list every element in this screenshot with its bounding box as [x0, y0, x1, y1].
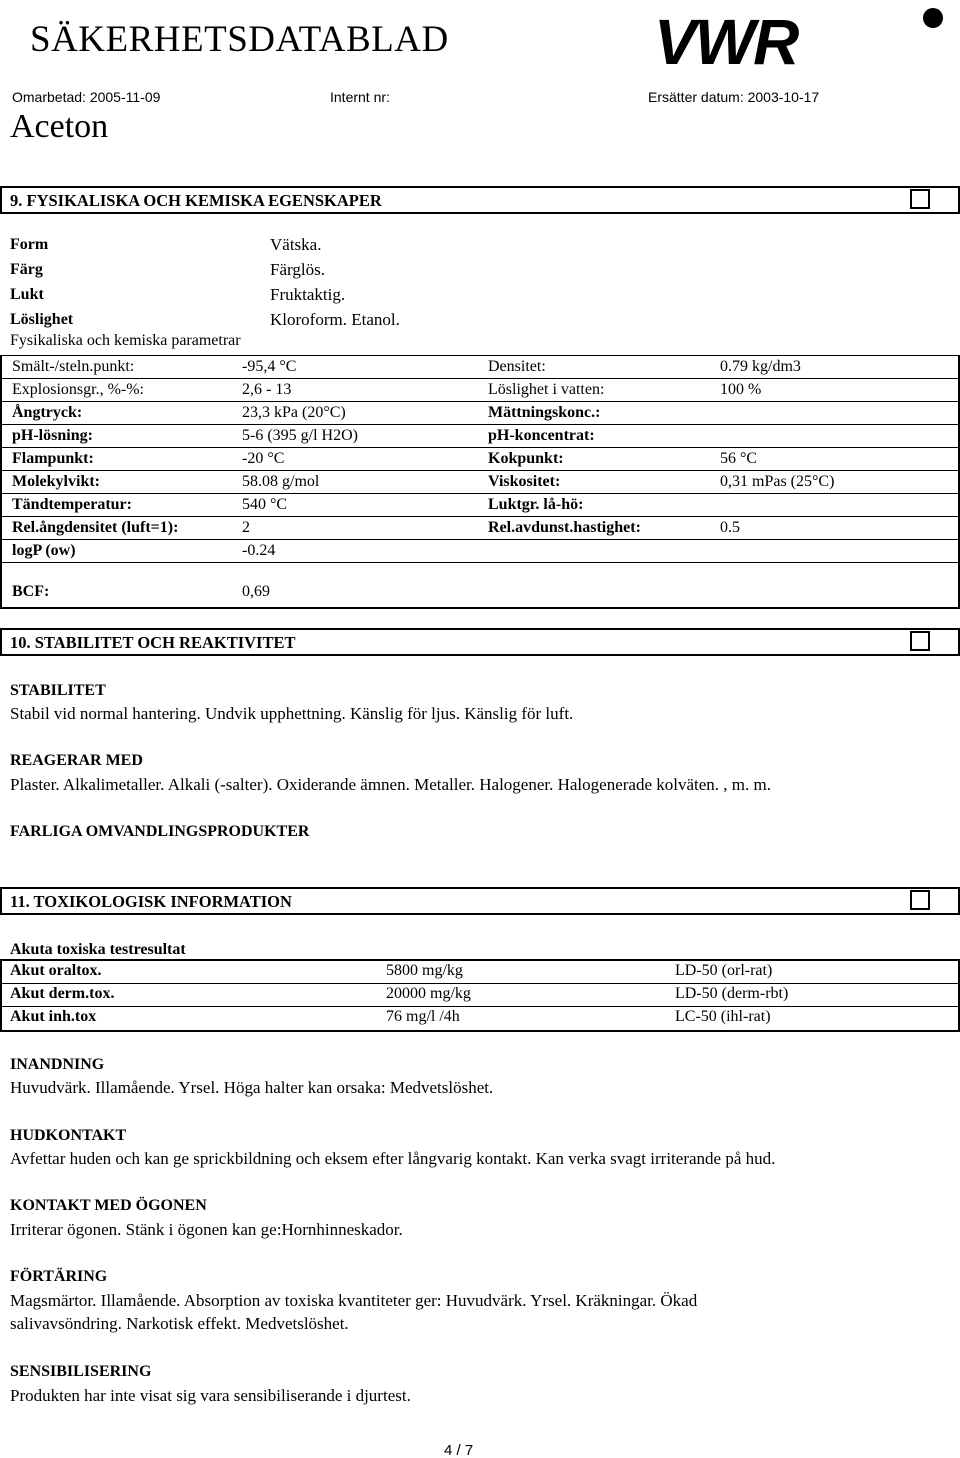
- section-9-title: 9. FYSIKALISKA OCH KEMISKA EGENSKAPER: [10, 191, 382, 210]
- table-row: [2, 961, 958, 984]
- param-label: Ångtryck:: [12, 404, 83, 421]
- page-number: 4 / 7: [444, 1442, 474, 1458]
- param-value: 23,3 kPa (20°C): [242, 404, 346, 421]
- product-name: Aceton: [10, 108, 109, 145]
- table-row: [2, 470, 958, 493]
- sensitization-text: Produkten har inte visat sig vara sensibiliserande i djurtest.: [10, 1386, 411, 1405]
- tox-route: Akut derm.tox.: [10, 985, 115, 1002]
- tox-test: LD-50 (derm-rbt): [675, 985, 789, 1002]
- prop-label: Lukt: [10, 286, 44, 303]
- param-label: Löslighet i vatten:: [488, 381, 605, 398]
- table-row: [2, 539, 958, 562]
- param-label: Smält-/steln.punkt:: [12, 358, 135, 375]
- param-label: Flampunkt:: [12, 450, 94, 467]
- internal-number: Internt nr:: [330, 89, 390, 105]
- param-value: -95,4 °C: [242, 358, 297, 375]
- vwr-logo: [650, 4, 955, 74]
- param-value: 0.79 kg/dm3: [720, 358, 801, 375]
- section-11-title: 11. TOXIKOLOGISK INFORMATION: [10, 892, 292, 911]
- table-row: [2, 493, 958, 516]
- param-value: 56 °C: [720, 450, 758, 467]
- param-label: Luktgr. lå-hö:: [488, 496, 584, 513]
- stability-heading: STABILITET: [10, 682, 106, 699]
- param-value: 58.08 g/mol: [242, 473, 320, 490]
- table-row: [2, 447, 958, 470]
- section-9-checkbox[interactable]: [910, 189, 930, 209]
- acute-toxicity-title: Akuta toxiska testresultat: [10, 941, 186, 958]
- table-row: [2, 1007, 958, 1030]
- prop-label: Form: [10, 236, 49, 253]
- reacts-with-text: Plaster. Alkalimetaller. Alkali (-salter). Oxiderande ämnen. Metaller. Halogener. Halogenerade kolväten. , m. m.: [10, 775, 771, 794]
- param-label: Explosionsgr., %-%:: [12, 381, 144, 398]
- param-label: pH-lösning:: [12, 427, 93, 444]
- prop-label: Färg: [10, 261, 43, 278]
- tox-dose: 5800 mg/kg: [386, 962, 463, 979]
- param-value: -0.24: [242, 542, 276, 559]
- skin-contact-heading: HUDKONTAKT: [10, 1127, 127, 1144]
- param-label: Mättningskonc.:: [488, 404, 601, 421]
- param-value: 100 %: [720, 381, 762, 398]
- section-10-title: 10. STABILITET OCH REAKTIVITET: [10, 633, 296, 652]
- hazardous-products-heading: FARLIGA OMVANDLINGSPRODUKTER: [10, 823, 310, 840]
- param-label: Rel.ångdensitet (luft=1):: [12, 519, 179, 536]
- tox-test: LC-50 (ihl-rat): [675, 1008, 771, 1025]
- replaces-date: Ersätter datum: 2003-10-17: [648, 89, 820, 105]
- param-value: -20 °C: [242, 450, 285, 467]
- section-11-checkbox[interactable]: [910, 890, 930, 910]
- param-label: Viskositet:: [488, 473, 561, 490]
- stability-text: Stabil vid normal hantering. Undvik upphettning. Känslig för ljus. Känslig för luft.: [10, 704, 574, 723]
- table-row: [2, 355, 958, 378]
- param-label: Rel.avdunst.hastighet:: [488, 519, 641, 536]
- param-label: BCF:: [12, 583, 50, 600]
- prop-value: Fruktaktig.: [270, 285, 346, 304]
- table-row: [2, 984, 958, 1007]
- param-label: logP (ow): [12, 542, 76, 559]
- section-9-header: [0, 186, 960, 214]
- table-row: [2, 562, 958, 607]
- tox-dose: 76 mg/l /4h: [386, 1008, 460, 1025]
- param-label: Kokpunkt:: [488, 450, 564, 467]
- ingestion-text-line1: Magsmärtor. Illamående. Absorption av toxiska kvantiteter ger: Huvudvärk. Yrsel. Kräkningar. Ökad: [10, 1291, 698, 1310]
- ingestion-heading: FÖRTÄRING: [10, 1268, 108, 1285]
- skin-contact-text: Avfettar huden och kan ge sprickbildning och eksem efter långvarig kontakt. Kan verka svagt irriterande på hud.: [10, 1149, 776, 1168]
- physical-parameters-table: [0, 355, 960, 609]
- revision-date: Omarbetad: 2005-11-09: [12, 89, 161, 105]
- param-value: 5-6 (395 g/l H2O): [242, 427, 358, 444]
- prop-value: Kloroform. Etanol.: [270, 310, 400, 329]
- tox-route: Akut oraltox.: [10, 962, 102, 979]
- document-title: SÄKERHETSDATABLAD: [30, 19, 449, 60]
- param-label: Tändtemperatur:: [12, 496, 132, 513]
- brand-text: VWR: [654, 6, 798, 74]
- prop-value: Färglös.: [270, 260, 325, 279]
- param-label: Molekylvikt:: [12, 473, 100, 490]
- inhalation-text: Huvudvärk. Illamående. Yrsel. Höga halter kan orsaka: Medvetslöshet.: [10, 1078, 494, 1097]
- table-row: [2, 424, 958, 447]
- table-row: [2, 516, 958, 539]
- param-value: 0.5: [720, 519, 740, 536]
- table-row: [2, 378, 958, 401]
- table-row: [2, 401, 958, 424]
- params-title: Fysikaliska och kemiska parametrar: [10, 332, 241, 349]
- sensitization-heading: SENSIBILISERING: [10, 1363, 152, 1380]
- eye-contact-heading: KONTAKT MED ÖGONEN: [10, 1197, 207, 1214]
- acute-toxicity-table: [0, 959, 960, 1032]
- prop-label: Löslighet: [10, 311, 74, 328]
- reacts-with-heading: REAGERAR MED: [10, 752, 143, 769]
- section-10-checkbox[interactable]: [910, 631, 930, 651]
- eye-contact-text: Irriterar ögonen. Stänk i ögonen kan ge:Hornhinneskador.: [10, 1220, 403, 1239]
- param-label: pH-koncentrat:: [488, 427, 595, 444]
- tox-dose: 20000 mg/kg: [386, 985, 471, 1002]
- tox-route: Akut inh.tox: [10, 1008, 97, 1025]
- param-value: 0,31 mPas (25°C): [720, 473, 835, 490]
- param-label: Densitet:: [488, 358, 546, 375]
- inhalation-heading: INANDNING: [10, 1056, 105, 1073]
- param-value: 2: [242, 519, 250, 536]
- section-10-header: [0, 628, 960, 656]
- tox-test: LD-50 (orl-rat): [675, 962, 773, 979]
- param-value: 0,69: [242, 583, 270, 600]
- section-11-header: [0, 887, 960, 915]
- param-value: 2,6 - 13: [242, 381, 292, 398]
- ingestion-text-line2: salivavsöndring. Narkotisk effekt. Medvetslöshet.: [10, 1314, 349, 1333]
- param-value: 540 °C: [242, 496, 288, 513]
- prop-value: Vätska.: [270, 235, 322, 254]
